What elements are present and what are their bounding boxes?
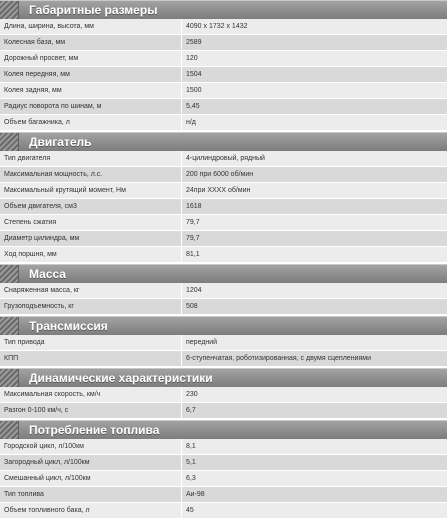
spec-label: Колея передняя, мм [0, 67, 182, 82]
spec-row [0, 35, 447, 51]
spec-value: 5,1 [182, 455, 447, 470]
section-title: Потребление топлива [29, 423, 160, 437]
spec-label: Объем топливного бака, л [0, 503, 182, 518]
section-stripe-icon [0, 1, 19, 19]
spec-label: Радиус поворота по шинам, м [0, 99, 182, 114]
spec-row [0, 199, 447, 215]
section-header [0, 0, 447, 19]
spec-row [0, 387, 447, 403]
spec-value: 79,7 [182, 231, 447, 246]
spec-label: Колесная база, мм [0, 35, 182, 50]
spec-label: Объем двигателя, см3 [0, 199, 182, 214]
spec-row [0, 351, 447, 367]
spec-value: 4090 x 1732 x 1432 [182, 19, 447, 34]
spec-row [0, 19, 447, 35]
section-header [0, 420, 447, 439]
spec-row [0, 231, 447, 247]
spec-value: 200 при 6000 об/мин [182, 167, 447, 182]
spec-label: Степень сжатия [0, 215, 182, 230]
spec-value: 2589 [182, 35, 447, 50]
spec-label: Диаметр цилиндра, мм [0, 231, 182, 246]
spec-value: 4-цилиндровый, рядный [182, 151, 447, 166]
spec-row [0, 83, 447, 99]
spec-value: 6,3 [182, 471, 447, 486]
section-stripe-icon [0, 369, 19, 387]
spec-row [0, 51, 447, 67]
spec-label: Загородный цикл, л/100км [0, 455, 182, 470]
spec-value: 8,1 [182, 439, 447, 454]
spec-value: 508 [182, 299, 447, 314]
spec-label: Ход поршня, мм [0, 247, 182, 262]
section-header [0, 368, 447, 387]
spec-row [0, 283, 447, 299]
spec-row [0, 115, 447, 131]
spec-value: 5,45 [182, 99, 447, 114]
spec-label: Максимальный крутящий момент, Нм [0, 183, 182, 198]
spec-row [0, 167, 447, 183]
spec-value: 230 [182, 387, 447, 402]
spec-row [0, 403, 447, 419]
spec-label: Снаряженная масса, кг [0, 283, 182, 298]
spec-label: Объем багажника, л [0, 115, 182, 130]
section-title: Трансмиссия [29, 319, 108, 333]
spec-value: 81,1 [182, 247, 447, 262]
spec-label: КПП [0, 351, 182, 366]
spec-row [0, 99, 447, 115]
section-header [0, 132, 447, 151]
spec-value: н/д [182, 115, 447, 130]
spec-label: Тип двигателя [0, 151, 182, 166]
spec-value: 1618 [182, 199, 447, 214]
spec-label: Колея задняя, мм [0, 83, 182, 98]
spec-row [0, 183, 447, 199]
spec-label: Тип привода [0, 335, 182, 350]
spec-row [0, 487, 447, 503]
section-title: Двигатель [29, 135, 92, 149]
spec-row [0, 67, 447, 83]
spec-label: Городской цикл, л/100км [0, 439, 182, 454]
spec-value: 6,7 [182, 403, 447, 418]
spec-value: Аи-98 [182, 487, 447, 502]
spec-value: передний [182, 335, 447, 350]
section-title: Динамические характеристики [29, 371, 213, 385]
spec-row [0, 215, 447, 231]
spec-row [0, 471, 447, 487]
spec-label: Дорожный просвет, мм [0, 51, 182, 66]
spec-row [0, 151, 447, 167]
spec-label: Тип топлива [0, 487, 182, 502]
section-title: Масса [29, 267, 66, 281]
spec-value: 79,7 [182, 215, 447, 230]
spec-value: 6-ступенчатая, роботизированная, с двумя сцеплениями [182, 351, 447, 366]
spec-row [0, 439, 447, 455]
spec-value: 24при XXXX об/мин [182, 183, 447, 198]
spec-label: Грузоподъемность, кг [0, 299, 182, 314]
spec-value: 120 [182, 51, 447, 66]
spec-label: Максимальная мощность, л.с. [0, 167, 182, 182]
section-stripe-icon [0, 133, 19, 151]
section-title: Габаритные размеры [29, 3, 158, 17]
spec-value: 1204 [182, 283, 447, 298]
spec-label: Разгон 0-100 км/ч, с [0, 403, 182, 418]
spec-label: Максимальная скорость, км/ч [0, 387, 182, 402]
spec-row [0, 503, 447, 519]
spec-label: Длина, ширина, высота, мм [0, 19, 182, 34]
spec-row [0, 335, 447, 351]
spec-row [0, 299, 447, 315]
spec-row [0, 455, 447, 471]
section-stripe-icon [0, 265, 19, 283]
section-header [0, 316, 447, 335]
spec-value: 1500 [182, 83, 447, 98]
spec-value: 1504 [182, 67, 447, 82]
spec-value: 45 [182, 503, 447, 518]
section-stripe-icon [0, 421, 19, 439]
section-header [0, 264, 447, 283]
spec-row [0, 247, 447, 263]
spec-label: Смешанный цикл, л/100км [0, 471, 182, 486]
section-stripe-icon [0, 317, 19, 335]
